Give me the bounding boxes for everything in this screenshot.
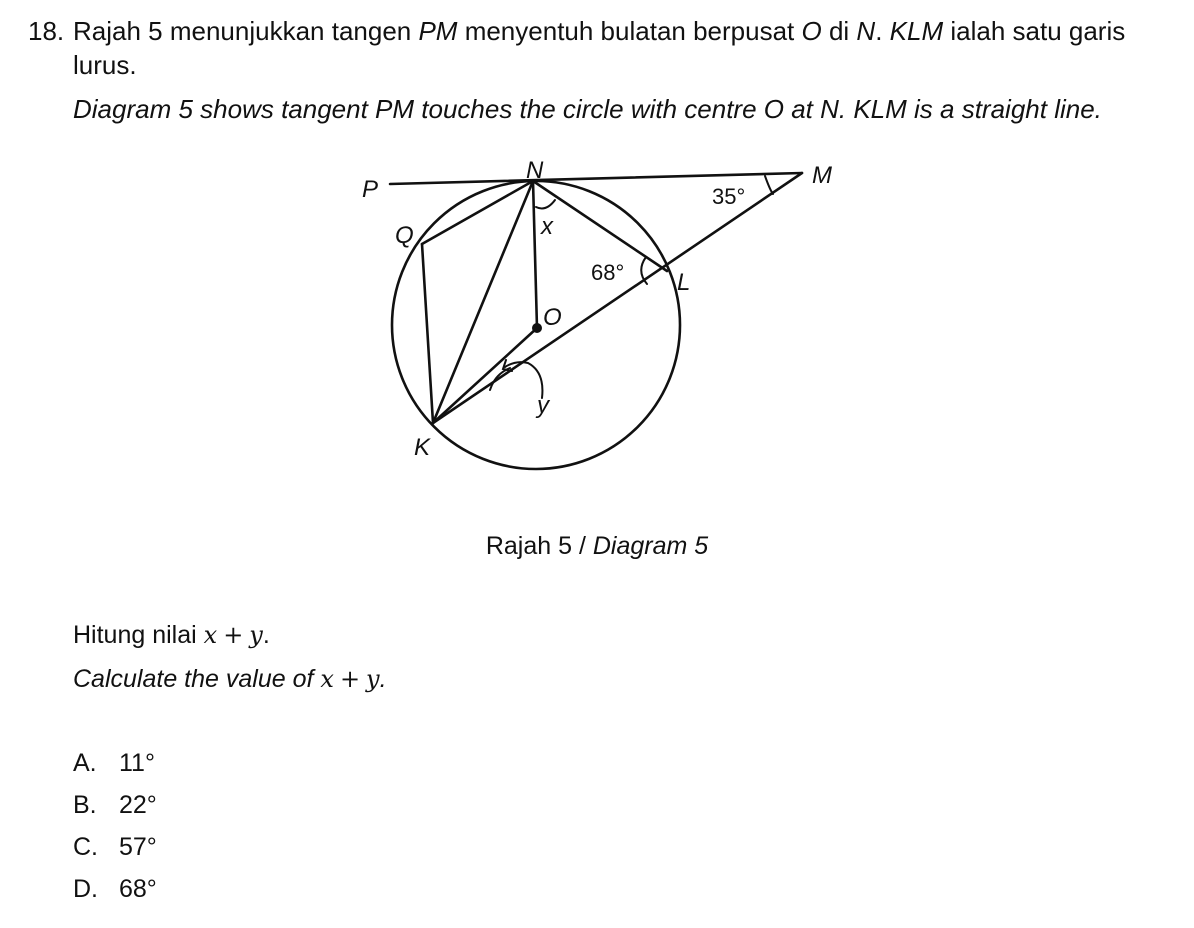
radius-no [533, 181, 537, 328]
question-text [73, 14, 1188, 126]
label-p: P [362, 176, 379, 203]
question-number: 18. [28, 16, 65, 46]
prompt-malay: Hitung nilai x + y. [73, 621, 270, 649]
line-klm [433, 173, 802, 423]
option-a[interactable]: A. 11° [73, 749, 155, 777]
angle-m-arc [765, 176, 773, 194]
label-k: K [414, 434, 431, 461]
angle-x-arc [536, 200, 555, 208]
chord-nq [422, 181, 533, 244]
option-d[interactable]: D. 68° [73, 875, 157, 903]
centre-dot [532, 323, 542, 333]
option-b[interactable]: B. 22° [73, 791, 157, 819]
label-angle-m: 35° [712, 184, 746, 209]
prompt-english: Calculate the value of x + y. [73, 665, 387, 693]
expression: x + y [320, 665, 380, 693]
chord-qk [422, 244, 433, 423]
chord-nl [533, 181, 667, 271]
answer-options [73, 742, 157, 910]
label-o: O [543, 304, 562, 331]
chord-nk [433, 181, 533, 423]
circle-diagram [340, 150, 860, 480]
diagram-caption: Rajah 5 / Diagram 5 [485, 532, 709, 560]
label-y: y [537, 392, 549, 419]
label-x: x [541, 213, 553, 240]
label-l: L [677, 269, 691, 296]
label-q: Q [395, 222, 414, 249]
expression: x + y [203, 621, 263, 649]
label-m: M [812, 162, 832, 189]
question-text-malay: Rajah 5 menunjukkan tangen PM menyentuh bulatan berpusat O di N. KLM ialah satu garis lurus. [73, 16, 1126, 80]
tangent-pm [390, 173, 802, 184]
option-c[interactable]: C. 57° [73, 833, 157, 861]
label-angle-l: 68° [591, 260, 625, 285]
prompt [73, 618, 387, 696]
label-n: N [526, 157, 544, 184]
segment-ok [433, 328, 537, 423]
question-text-english: Diagram 5 shows tangent PM touches the circle with centre O at N. KLM is a straight line. [73, 94, 1102, 124]
